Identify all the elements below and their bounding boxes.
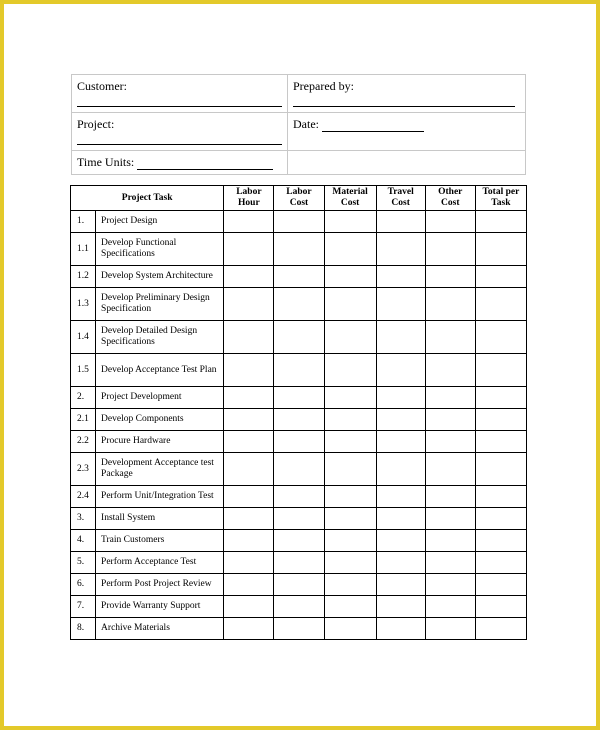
cell-travel-cost[interactable] [376,431,425,453]
cell-labor-cost[interactable] [274,574,324,596]
date-line[interactable] [322,119,424,132]
task-number: 4. [71,530,96,552]
cell-total[interactable] [475,574,526,596]
cell-total[interactable] [475,266,526,288]
cell-labor-hour[interactable] [224,618,274,640]
cell-other-cost[interactable] [425,618,475,640]
task-number: 1.5 [71,354,96,387]
table-row [71,211,527,233]
table-row [71,321,527,354]
cell-travel-cost[interactable] [376,618,425,640]
cell-other-cost[interactable] [425,233,475,266]
table-row [71,431,527,453]
time-units-cell[interactable] [72,151,288,175]
task-number: 2.2 [71,431,96,453]
header-labor-cost: Labor Cost [274,186,324,211]
cell-other-cost[interactable] [425,409,475,431]
cell-labor-hour[interactable] [224,387,274,409]
customer-line[interactable] [77,96,282,107]
empty-info-cell [288,151,526,175]
task-number: 1.2 [71,266,96,288]
cell-travel-cost[interactable] [376,409,425,431]
task-name: Procure Hardware [96,431,224,453]
table-row [71,530,527,552]
task-number: 1.3 [71,288,96,321]
cell-other-cost[interactable] [425,211,475,233]
cell-other-cost[interactable] [425,431,475,453]
cell-labor-cost[interactable] [274,486,324,508]
cell-travel-cost[interactable] [376,552,425,574]
cell-other-cost[interactable] [425,288,475,321]
table-row [71,618,527,640]
cell-material-cost[interactable] [324,354,376,387]
cell-material-cost[interactable] [324,453,376,486]
date-cell[interactable] [288,113,526,151]
header-other-cost: Other Cost [425,186,475,211]
task-number: 2.1 [71,409,96,431]
cell-labor-cost[interactable] [274,387,324,409]
cell-travel-cost[interactable] [376,508,425,530]
cell-labor-hour[interactable] [224,574,274,596]
cell-travel-cost[interactable] [376,486,425,508]
table-row [71,486,527,508]
task-number: 2.4 [71,486,96,508]
project-line[interactable] [77,134,282,145]
cell-other-cost[interactable] [425,354,475,387]
task-name: Perform Acceptance Test [96,552,224,574]
cell-material-cost[interactable] [324,387,376,409]
cell-total[interactable] [475,453,526,486]
task-name: Perform Post Project Review [96,574,224,596]
cell-labor-hour[interactable] [224,530,274,552]
cell-travel-cost[interactable] [376,233,425,266]
task-number: 5. [71,552,96,574]
cell-material-cost[interactable] [324,211,376,233]
cell-total[interactable] [475,288,526,321]
cell-labor-cost[interactable] [274,530,324,552]
cell-labor-hour[interactable] [224,266,274,288]
task-name: Develop Components [96,409,224,431]
task-name: Perform Unit/Integration Test [96,486,224,508]
cell-other-cost[interactable] [425,453,475,486]
project-info-table [71,74,526,175]
cell-travel-cost[interactable] [376,321,425,354]
date-label: Date: [293,117,319,131]
cell-travel-cost[interactable] [376,266,425,288]
cell-labor-hour[interactable] [224,508,274,530]
cell-total[interactable] [475,486,526,508]
cell-material-cost[interactable] [324,409,376,431]
cell-labor-cost[interactable] [274,508,324,530]
cell-labor-cost[interactable] [274,552,324,574]
cell-labor-cost[interactable] [274,354,324,387]
cell-other-cost[interactable] [425,508,475,530]
cell-material-cost[interactable] [324,431,376,453]
cell-labor-hour[interactable] [224,431,274,453]
cell-total[interactable] [475,354,526,387]
table-header-row [71,186,527,211]
cell-labor-hour[interactable] [224,288,274,321]
cell-material-cost[interactable] [324,596,376,618]
cell-labor-cost[interactable] [274,321,324,354]
cell-other-cost[interactable] [425,530,475,552]
cell-total[interactable] [475,508,526,530]
header-travel-cost: Travel Cost [376,186,425,211]
cell-material-cost[interactable] [324,266,376,288]
cell-travel-cost[interactable] [376,596,425,618]
cell-other-cost[interactable] [425,574,475,596]
cell-other-cost[interactable] [425,596,475,618]
prepared-by-label: Prepared by: [293,79,354,93]
cell-labor-hour[interactable] [224,354,274,387]
task-number: 8. [71,618,96,640]
task-name: Develop System Architecture [96,266,224,288]
cell-travel-cost[interactable] [376,530,425,552]
prepared-by-line[interactable] [293,96,515,107]
table-row [71,266,527,288]
cell-total[interactable] [475,211,526,233]
cell-other-cost[interactable] [425,486,475,508]
cell-material-cost[interactable] [324,618,376,640]
cell-labor-cost[interactable] [274,409,324,431]
cell-labor-cost[interactable] [274,266,324,288]
cell-labor-cost[interactable] [274,596,324,618]
cell-other-cost[interactable] [425,266,475,288]
cell-total[interactable] [475,387,526,409]
task-name: Develop Acceptance Test Plan [96,354,224,387]
cell-labor-hour[interactable] [224,321,274,354]
task-name: Develop Functional Specifications [96,233,224,266]
cell-material-cost[interactable] [324,321,376,354]
project-cell[interactable] [72,113,288,151]
header-labor-hour: Labor Hour [224,186,274,211]
cell-labor-hour[interactable] [224,233,274,266]
task-name: Develop Preliminary Design Specification [96,288,224,321]
task-name: Provide Warranty Support [96,596,224,618]
cell-total[interactable] [475,618,526,640]
task-name: Install System [96,508,224,530]
cell-labor-cost[interactable] [274,431,324,453]
cell-total[interactable] [475,409,526,431]
cell-labor-hour[interactable] [224,409,274,431]
cell-labor-hour[interactable] [224,486,274,508]
header-material-cost: Material Cost [324,186,376,211]
cell-labor-cost[interactable] [274,288,324,321]
table-row [71,233,527,266]
cell-travel-cost[interactable] [376,211,425,233]
task-number: 2.3 [71,453,96,486]
cell-material-cost[interactable] [324,288,376,321]
cell-travel-cost[interactable] [376,288,425,321]
task-name: Project Design [96,211,224,233]
cell-material-cost[interactable] [324,574,376,596]
cell-labor-hour[interactable] [224,453,274,486]
cell-total[interactable] [475,321,526,354]
cell-travel-cost[interactable] [376,354,425,387]
table-row [71,453,527,486]
customer-cell[interactable] [72,75,288,113]
cell-other-cost[interactable] [425,321,475,354]
cell-total[interactable] [475,431,526,453]
task-name: Archive Materials [96,618,224,640]
cell-labor-cost[interactable] [274,211,324,233]
cell-other-cost[interactable] [425,552,475,574]
cell-labor-hour[interactable] [224,596,274,618]
task-name: Project Development [96,387,224,409]
task-number: 6. [71,574,96,596]
task-number: 1.1 [71,233,96,266]
cell-labor-cost[interactable] [274,618,324,640]
prepared-by-cell[interactable] [288,75,526,113]
task-name: Development Acceptance test Package [96,453,224,486]
cell-material-cost[interactable] [324,552,376,574]
cell-labor-hour[interactable] [224,211,274,233]
task-number: 7. [71,596,96,618]
task-number: 1.4 [71,321,96,354]
task-number: 2. [71,387,96,409]
time-units-line[interactable] [137,157,273,170]
cell-total[interactable] [475,596,526,618]
task-number: 3. [71,508,96,530]
table-row [71,574,527,596]
cell-travel-cost[interactable] [376,574,425,596]
cell-labor-hour[interactable] [224,552,274,574]
cell-travel-cost[interactable] [376,387,425,409]
table-row [71,552,527,574]
cost-breakdown-table [70,185,527,640]
cell-total[interactable] [475,530,526,552]
task-name: Develop Detailed Design Specifications [96,321,224,354]
table-row [71,288,527,321]
customer-label: Customer: [77,79,127,93]
task-number: 1. [71,211,96,233]
cell-material-cost[interactable] [324,233,376,266]
cell-labor-cost[interactable] [274,233,324,266]
table-row [71,354,527,387]
table-row [71,596,527,618]
header-project-task: Project Task [71,186,224,211]
cell-material-cost[interactable] [324,486,376,508]
cell-travel-cost[interactable] [376,453,425,486]
cell-total[interactable] [475,233,526,266]
table-row [71,387,527,409]
task-name: Train Customers [96,530,224,552]
cell-material-cost[interactable] [324,508,376,530]
cell-total[interactable] [475,552,526,574]
header-total-per-task: Total per Task [475,186,526,211]
project-label: Project: [77,117,115,131]
time-units-label: Time Units: [77,155,135,169]
cell-labor-cost[interactable] [274,453,324,486]
table-row [71,508,527,530]
cell-other-cost[interactable] [425,387,475,409]
cell-material-cost[interactable] [324,530,376,552]
table-row [71,409,527,431]
